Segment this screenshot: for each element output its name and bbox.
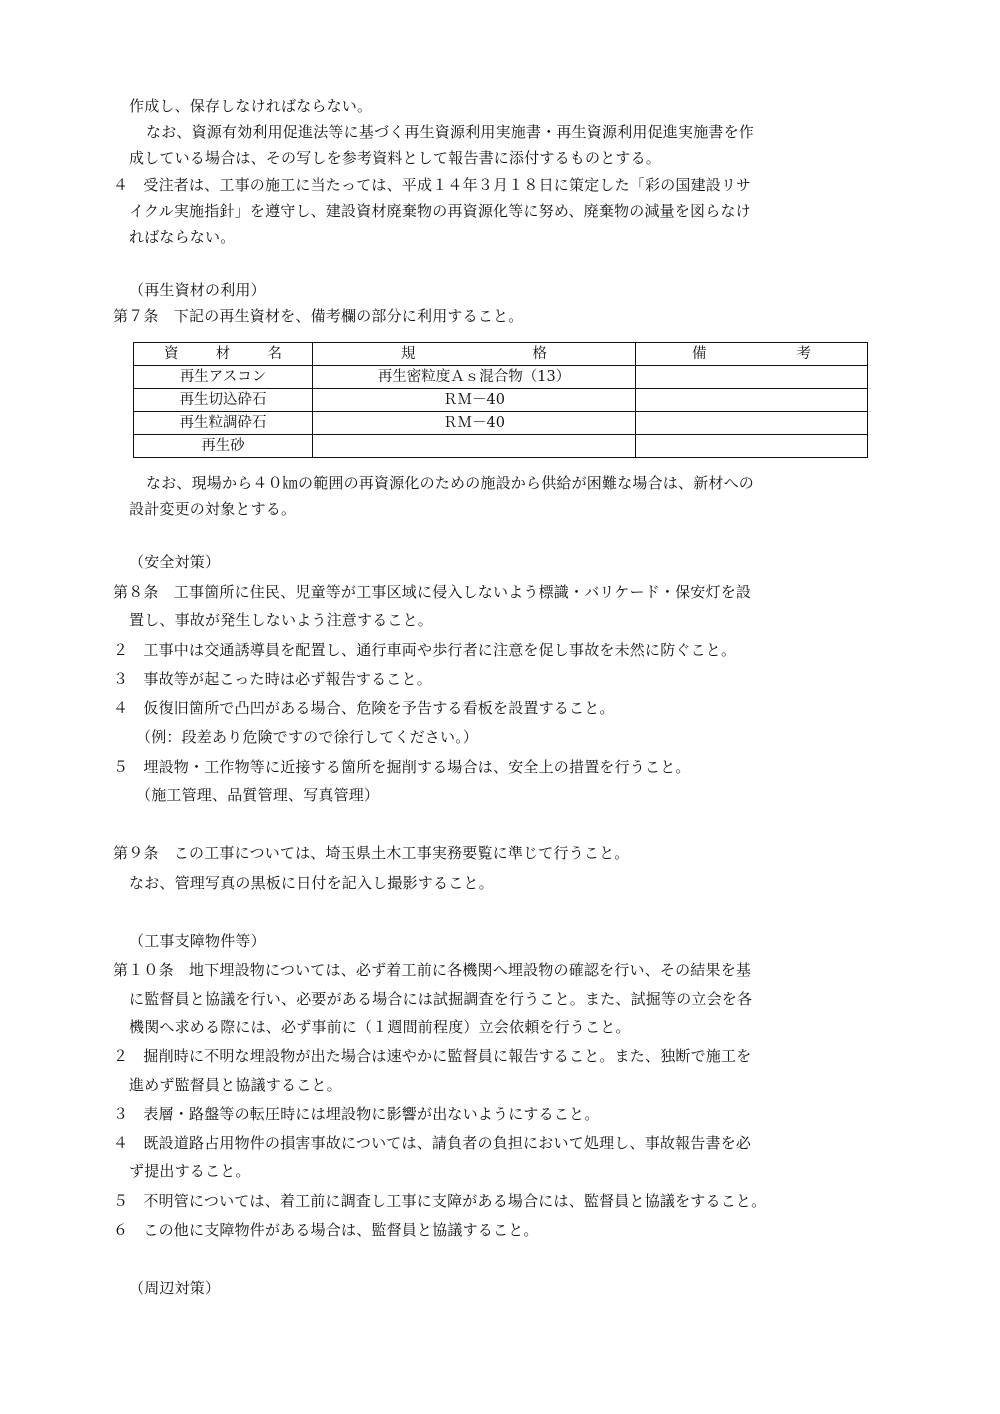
- text-line: ２ 掘削時に不明な埋設物が出た場合は速やかに監督員に報告すること。また、独断で施工を: [113, 1047, 752, 1065]
- cell-spec: 再生密粒度Ａｓ混合物（13）: [313, 366, 636, 389]
- text-line: ４ 仮復旧箇所で凸凹がある場合、危険を予告する看板を設置すること。: [113, 699, 615, 717]
- table-row: [134, 389, 868, 412]
- header-material-name: 資 材 名: [134, 343, 313, 366]
- header-remarks: 備 考: [636, 343, 868, 366]
- text-line: ２ 工事中は交通誘導員を配置し、通行車両や歩行者に注意を促し事故を未然に防ぐこと。: [113, 641, 737, 659]
- table-row: [134, 412, 868, 435]
- section-heading: （工事支障物件等）: [129, 932, 266, 950]
- text-line: イクル実施指針」を遵守し、建設資材廃棄物の再資源化等に努め、廃棄物の減量を図らなけ: [129, 202, 751, 220]
- text-line: 機関へ求める際には、必ず事前に（１週間前程度）立会依頼を行うこと。: [129, 1018, 631, 1036]
- article-9: 第９条 この工事については、埼玉県土木工事実務要覧に準じて行うこと。: [113, 844, 630, 862]
- text-line: なお、資源有効利用促進法等に基づく再生資源利用実施書・再生資源利用促進実施書を作: [146, 123, 755, 141]
- text-line: ず提出すること。: [129, 1162, 251, 1180]
- text-line: （例：段差あり危険ですので徐行してください。）: [136, 728, 479, 746]
- text-line: ４ 既設道路占用物件の損害事故については、請負者の負担において処理し、事故報告書を必: [113, 1134, 752, 1152]
- cell-remarks: [636, 435, 868, 458]
- article-8: 第８条 工事箇所に住民、児童等が工事区域に侵入しないよう標識・バリケード・保安灯を設: [113, 583, 752, 601]
- text-line: に監督員と協議を行い、必要がある場合には試掘調査を行うこと。また、試掘等の立会を各: [129, 990, 753, 1008]
- article-7: 第７条 下記の再生資材を、備考欄の部分に利用すること。: [113, 307, 524, 325]
- cell-spec: ＲＭ－40: [313, 412, 636, 435]
- cell-spec: [313, 435, 636, 458]
- text-line: ３ 表層・路盤等の転圧時には埋設物に影響が出ないようにすること。: [113, 1105, 600, 1123]
- cell-material: 再生粒調砕石: [134, 412, 313, 435]
- section-heading: （再生資材の利用）: [129, 281, 266, 299]
- text-line: 置し、事故が発生しないよう注意すること。: [129, 611, 434, 629]
- section-heading: （施工管理、品質管理、写真管理）: [136, 786, 380, 804]
- cell-remarks: [636, 366, 868, 389]
- section-heading: （周辺対策）: [129, 1279, 221, 1297]
- text-line: 成している場合は、その写しを参考資料として報告書に添付するものとする。: [129, 149, 662, 167]
- table-header-row: [134, 343, 868, 366]
- text-line: ６ この他に支障物件がある場合は、監督員と協議すること。: [113, 1221, 539, 1239]
- article-10: 第１０条 地下埋設物については、必ず着工前に各機関へ埋設物の確認を行い、その結果を基: [113, 961, 752, 979]
- text-line: なお、現場から４０㎞の範囲の再資源化のための施設から供給が困難な場合は、新材への: [146, 474, 755, 492]
- text-line: ５ 埋設物・工作物等に近接する箇所を掘削する場合は、安全上の措置を行うこと。: [113, 758, 691, 776]
- text-line: ４ 受注者は、工事の施工に当たっては、平成１４年３月１８日に策定した「彩の国建設リサ: [113, 176, 752, 194]
- text-line: ３ 事故等が起こった時は必ず報告すること。: [113, 670, 432, 688]
- text-line: ５ 不明管については、着工前に調査し工事に支障がある場合には、監督員と協議をすること。: [113, 1192, 767, 1210]
- text-line: なお、管理写真の黒板に日付を記入し撮影すること。: [129, 874, 494, 892]
- cell-material: 再生アスコン: [134, 366, 313, 389]
- cell-remarks: [636, 389, 868, 412]
- text-line: 設計変更の対象とする。: [129, 500, 297, 518]
- header-spec: 規 格: [313, 343, 636, 366]
- recycled-materials-table: [133, 342, 868, 458]
- cell-material: 再生切込砕石: [134, 389, 313, 412]
- text-line: 進めず監督員と協議すること。: [129, 1076, 342, 1094]
- cell-material: 再生砂: [134, 435, 313, 458]
- section-heading: （安全対策）: [129, 553, 221, 571]
- table-row: [134, 366, 868, 389]
- text-line: ればならない。: [129, 228, 236, 246]
- cell-remarks: [636, 412, 868, 435]
- text-line: 作成し、保存しなければならない。: [129, 97, 373, 115]
- table-row: [134, 435, 868, 458]
- cell-spec: ＲＭ－40: [313, 389, 636, 412]
